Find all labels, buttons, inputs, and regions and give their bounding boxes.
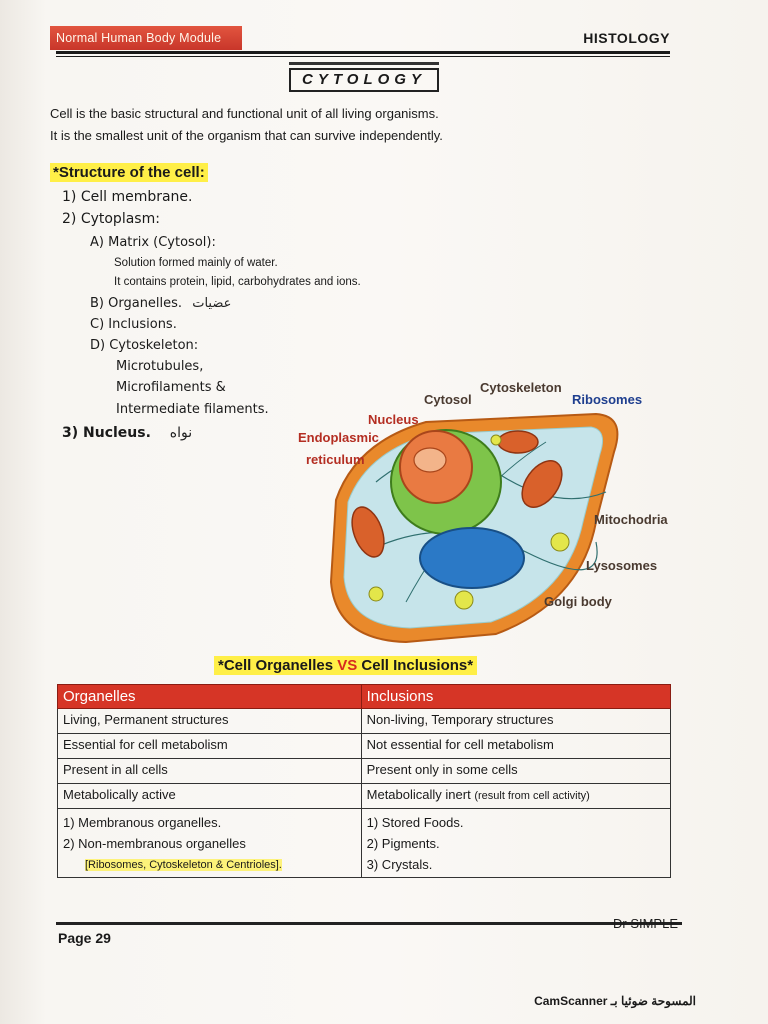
table-cell: Not essential for cell metabolism — [361, 734, 670, 759]
comparison-heading-pre: *Cell Organelles — [218, 657, 338, 674]
cytoskeleton-1: Microtubules, — [116, 359, 204, 374]
organelle-examples: [Ribosomes, Cytoskeleton & Centrioles]. — [85, 859, 282, 871]
table-row — [58, 734, 671, 759]
item-cytoskeleton: D) Cytoskeleton: — [90, 338, 199, 353]
item-organelles-arabic: عضيات — [192, 296, 232, 311]
cytoskeleton-3: Intermediate filaments. — [116, 402, 269, 417]
column-header-organelles: Organelles — [58, 685, 362, 709]
item-nucleus-text: 3) Nucleus. — [62, 425, 151, 441]
table-cell: Present only in some cells — [361, 759, 670, 784]
label-mitochondria: Mitochodria — [594, 512, 668, 527]
organelle-type-2: 2) Non-membranous organelles — [63, 836, 246, 851]
label-er-1: Endoplasmic — [298, 430, 379, 445]
label-cytoskeleton: Cytoskeleton — [480, 380, 562, 395]
item-matrix: A) Matrix (Cytosol): — [90, 235, 216, 250]
comparison-heading — [214, 656, 477, 675]
table-row — [58, 759, 671, 784]
table-cell: Non-living, Temporary structures — [361, 709, 670, 734]
author: Dr SIMPLE — [612, 916, 678, 931]
table-cell — [361, 809, 670, 878]
page-number: Page 29 — [58, 930, 111, 946]
cell-diagram — [296, 372, 676, 652]
item-nucleus — [62, 425, 192, 441]
comparison-heading-vs: VS — [337, 657, 358, 674]
table-row — [58, 709, 671, 734]
item-cytoplasm: 2) Cytoplasm: — [62, 211, 160, 227]
comparison-table — [57, 684, 671, 878]
inclusion-type-1: 1) Stored Foods. — [366, 815, 464, 830]
item-organelles-text: B) Organelles. — [90, 296, 183, 311]
column-header-inclusions: Inclusions — [361, 685, 670, 709]
module-tag: Normal Human Body Module — [50, 26, 242, 50]
matrix-line-1: Solution formed mainly of water. — [114, 257, 278, 269]
comparison-heading-post: Cell Inclusions* — [357, 657, 474, 674]
table-cell — [361, 784, 670, 809]
item-inclusions: C) Inclusions. — [90, 317, 177, 332]
intro-line-1: Cell is the basic structural and functional unit of all living organisms. — [50, 106, 439, 121]
intro-line-2: It is the smallest unit of the organism that can survive independently. — [50, 128, 443, 143]
inert-note: (result from cell activity) — [474, 790, 590, 802]
inclusion-type-2: 2) Pigments. — [366, 836, 440, 851]
table-row — [58, 784, 671, 809]
cytoskeleton-2: Microfilaments & — [116, 380, 226, 395]
table-cell: Essential for cell metabolism — [58, 734, 362, 759]
item-nucleus-arabic: نواه — [169, 425, 193, 441]
header-rule-thin — [56, 56, 670, 57]
header-rule — [56, 51, 670, 54]
table-cell: Present in all cells — [58, 759, 362, 784]
structure-heading: *Structure of the cell: — [50, 163, 208, 182]
table-cell: Metabolically active — [58, 784, 362, 809]
label-er-2: reticulum — [306, 452, 365, 467]
item-cell-membrane: 1) Cell membrane. — [62, 189, 193, 205]
page-title: CYTOLOGY — [289, 68, 439, 92]
label-ribosomes: Ribosomes — [572, 392, 643, 407]
table-header-row — [58, 685, 671, 709]
label-lysosomes: Lysosomes — [586, 558, 658, 573]
subject-title: HISTOLOGY — [583, 30, 670, 46]
matrix-line-2: It contains protein, lipid, carbohydrates and ions. — [114, 276, 361, 288]
organelle-type-1: 1) Membranous organelles. — [63, 815, 222, 830]
label-nucleus: Nucleus — [368, 412, 419, 427]
footer-rule — [56, 922, 682, 925]
table-cell — [58, 809, 362, 878]
label-cytosol: Cytosol — [424, 392, 472, 407]
table-row — [58, 809, 671, 878]
item-organelles — [90, 296, 231, 311]
label-golgi: Golgi body — [544, 594, 612, 609]
table-cell: Living, Permanent structures — [58, 709, 362, 734]
scanner-watermark: CamScanner المسوحة ضوئيا بـ — [534, 994, 696, 1008]
inert-text: Metabolically inert — [366, 787, 471, 802]
inclusion-type-3: 3) Crystals. — [366, 857, 433, 872]
